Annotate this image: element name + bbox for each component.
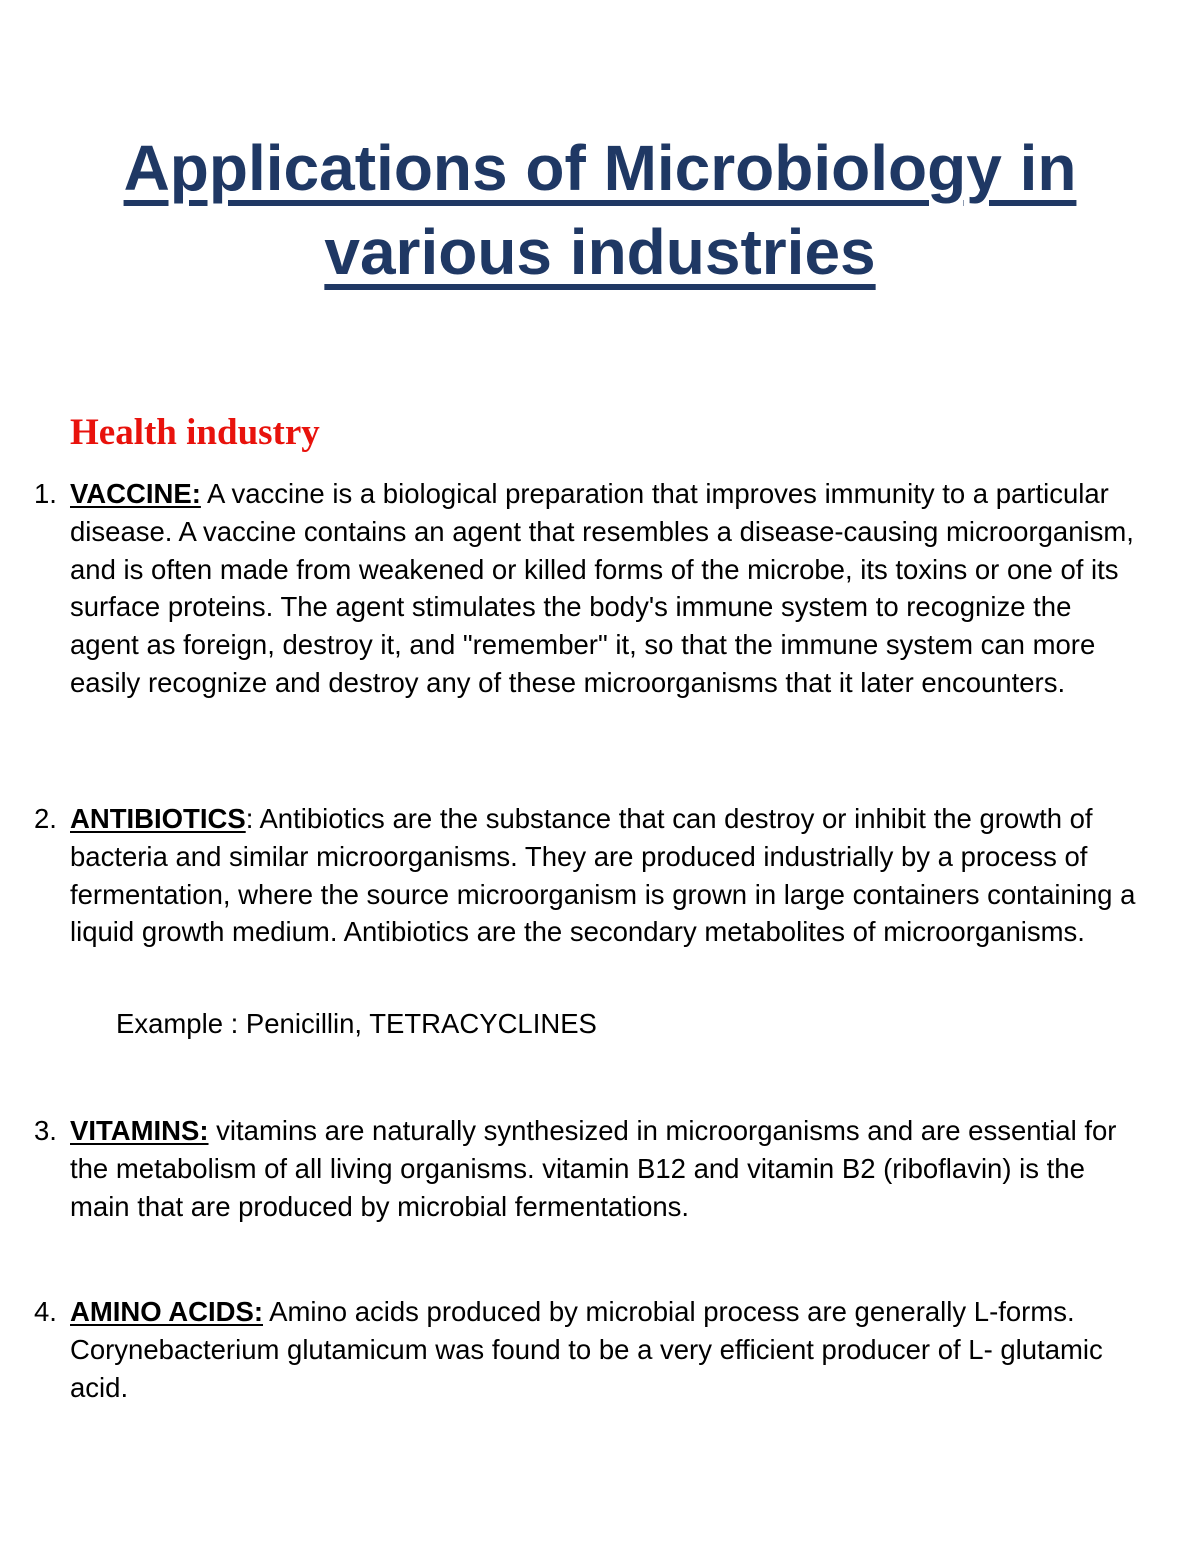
list-item-term: ANTIBIOTICS	[70, 803, 246, 834]
section-heading-health-industry: Health industry	[70, 412, 320, 453]
list-item-number: 1.	[34, 478, 57, 509]
list-item-text: Amino acids produced by microbial process are generally L-forms. Corynebacterium glutamicum was found to be a very efficient producer of L- glutamic acid.	[70, 1296, 1103, 1403]
list-item-text: : Antibiotics are the substance that can destroy or inhibit the growth of bacteria and similar microorganisms. They are produced industrially by a process of fermentation, where the source microorganism is grown in large containers containing a liquid growth medium. Antibiotics are the secondary metabolites of microorganisms.	[70, 803, 1136, 948]
list-item-amino-acids	[34, 1293, 1140, 1406]
list-item-antibiotics	[34, 800, 1140, 951]
list-item-number: 2.	[34, 803, 57, 834]
document-title: Applications of Microbiology in various industries	[123, 132, 1077, 288]
list-item-number: 3.	[34, 1115, 57, 1146]
list-item-text: A vaccine is a biological preparation that improves immunity to a particular disease. A vaccine contains an agent that resembles a disease-causing microorganism, and is often made from weakened or killed forms of the microbe, its toxins or one of its surface proteins. The agent stimulates the body's immune system to recognize the agent as foreign, destroy it, and "remember" it, so that the immune system can more easily recognize and destroy any of these microorganisms that it later encounters.	[70, 478, 1134, 698]
list-item-term: AMINO ACIDS:	[70, 1296, 263, 1327]
list-item-vitamins	[34, 1112, 1140, 1225]
list-item-number: 4.	[34, 1296, 57, 1327]
list-item-text: vitamins are naturally synthesized in microorganisms and are essential for the metabolism of all living organisms. vitamin B12 and vitamin B2 (riboflavin) is the main that are produced by microbial fermentations.	[70, 1115, 1117, 1222]
list-item-term: VITAMINS:	[70, 1115, 209, 1146]
list-item-term: VACCINE:	[70, 478, 201, 509]
antibiotics-example: Example : Penicillin, TETRACYCLINES	[116, 1008, 597, 1039]
list-item-vaccine	[34, 475, 1140, 702]
